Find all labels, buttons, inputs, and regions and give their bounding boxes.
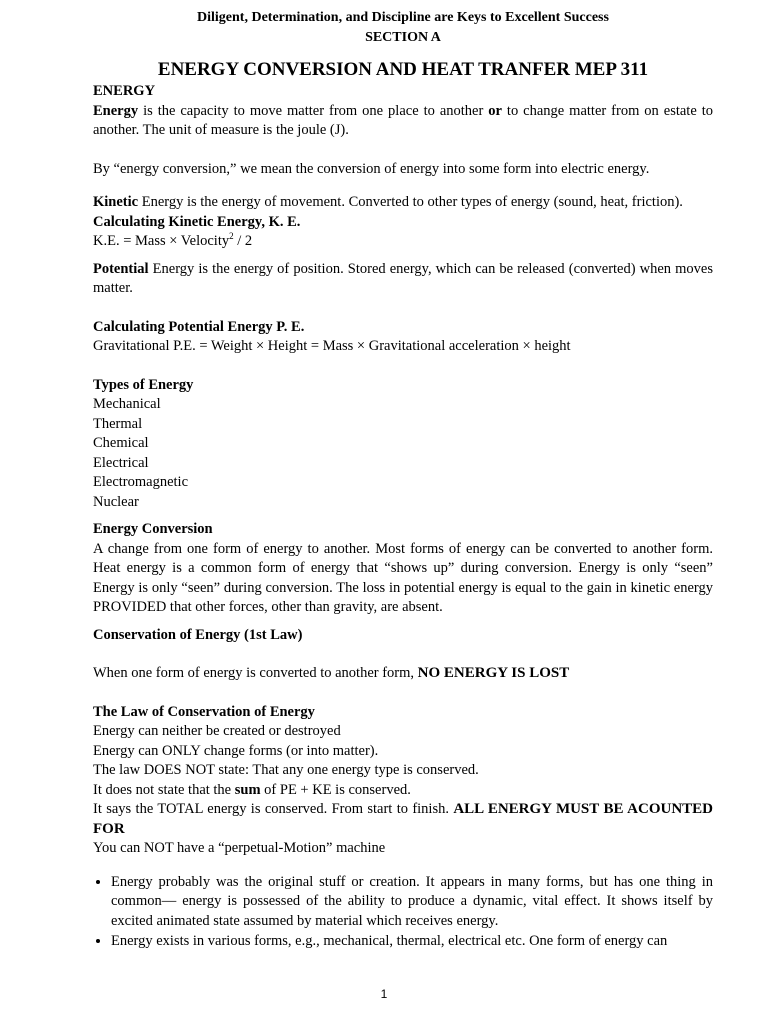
bullet-item: • Energy probably was the original stuff or creation. It appears in many forms, but has one thing in common— energy is possessed of the ability to produce a dynamic, vital effect. It shows itself by excited animated state assumed by material which receives energy. bbox=[111, 873, 713, 932]
types-item: Nuclear bbox=[93, 493, 139, 510]
kinetic-term: Kinetic bbox=[93, 194, 139, 210]
conservation-statement bbox=[93, 664, 713, 684]
bullet-list bbox=[93, 873, 713, 952]
types-item: Electrical bbox=[93, 454, 149, 471]
law-line: Energy can neither be created or destroyed bbox=[93, 723, 341, 739]
header-motto: Diligent, Determination, and Discipline are Keys to Excellent Success bbox=[197, 10, 609, 25]
section-label: SECTION A bbox=[365, 29, 441, 45]
energy-def-text2: to change matter from on estate to another. The unit of measure is the joule (J). bbox=[93, 102, 714, 138]
energy-heading: ENERGY bbox=[93, 83, 156, 99]
law-heading: The Law of Conservation of Energy bbox=[93, 703, 315, 720]
potential-formula: Gravitational P.E. = Weight × Height = Mass × Gravitational acceleration × height bbox=[93, 338, 571, 354]
types-item: Chemical bbox=[93, 435, 149, 451]
kinetic-formula-exponent: 2 bbox=[229, 231, 234, 242]
kinetic-formula bbox=[93, 232, 713, 252]
conversion-text: A change from one form of energy to another. Most forms of energy can be converted to another form. Heat energy is a common form of energy that “shows up” during conversion. Energy is only “seen” Energy is only “seen” during conversion. The loss in potential energy is equal to the gain in kinetic energy PROVIDED that other forces, other than gravity, are absent. bbox=[93, 540, 713, 615]
energy-def-or: or bbox=[488, 102, 502, 119]
page-number: 1 bbox=[380, 987, 388, 1001]
kinetic-formula-suffix: / 2 bbox=[233, 233, 253, 249]
potential-term: Potential bbox=[93, 260, 149, 277]
potential-definition bbox=[93, 260, 713, 299]
law-line4-prefix: It does not state that the bbox=[93, 781, 235, 798]
law-line5-prefix: It says the TOTAL energy is conserved. From start to finish. bbox=[93, 801, 454, 817]
kinetic-definition bbox=[93, 193, 713, 213]
document-page bbox=[93, 8, 713, 953]
kinetic-calc-suffix: , K. E. bbox=[261, 213, 301, 230]
conversion-heading: Energy Conversion bbox=[93, 521, 213, 537]
document-title: ENERGY CONVERSION AND HEAT TRANFER MEP 311 bbox=[157, 59, 649, 80]
conservation-statement-prefix: When one form of energy is converted to another form, bbox=[93, 665, 418, 681]
law-line4-bold: sum bbox=[234, 781, 261, 798]
types-list bbox=[93, 395, 713, 512]
types-item: Mechanical bbox=[93, 396, 161, 412]
bullet-item: • Energy exists in various forms, e.g., mechanical, thermal, electrical etc. One form of energy can bbox=[111, 932, 713, 952]
types-item: Thermal bbox=[93, 415, 143, 432]
kinetic-text: Energy is the energy of movement. Converted to other types of energy (sound, heat, friction). bbox=[138, 194, 683, 210]
energy-term: Energy bbox=[93, 102, 139, 119]
kinetic-calc-heading bbox=[93, 213, 713, 233]
law-line bbox=[93, 800, 713, 839]
conversion-meaning: By “energy conversion,” we mean the conversion of energy into some form into electric energy. bbox=[93, 160, 650, 177]
energy-definition bbox=[93, 102, 713, 141]
conservation-statement-bold: NO ENERGY IS LOST bbox=[417, 665, 570, 681]
kinetic-calc-title: Calculating Kinetic Energy bbox=[93, 213, 262, 230]
types-item: Electromagnetic bbox=[93, 474, 189, 490]
types-heading: Types of Energy bbox=[93, 376, 194, 393]
law-line4-suffix: of PE + KE is conserved. bbox=[260, 781, 411, 798]
law-line: The law DOES NOT state: That any one energy type is conserved. bbox=[93, 762, 479, 778]
potential-text: Energy is the energy of position. Stored energy, which can be released (converted) when moves matter. bbox=[93, 260, 713, 296]
law-line5-bold: ALL ENERGY MUST BE ACOUNTED FOR bbox=[93, 801, 713, 837]
conservation-heading: Conservation of Energy (1st Law) bbox=[93, 626, 303, 643]
energy-def-text1: is the capacity to move matter from one place to another bbox=[138, 102, 489, 119]
kinetic-formula-prefix: K.E. = Mass × Velocity bbox=[93, 233, 230, 249]
law-line: You can NOT have a “perpetual-Motion” machine bbox=[93, 840, 386, 856]
potential-calc-heading: Calculating Potential Energy P. E. bbox=[93, 318, 305, 335]
law-line bbox=[93, 781, 713, 801]
law-line: Energy can ONLY change forms (or into matter). bbox=[93, 742, 379, 759]
